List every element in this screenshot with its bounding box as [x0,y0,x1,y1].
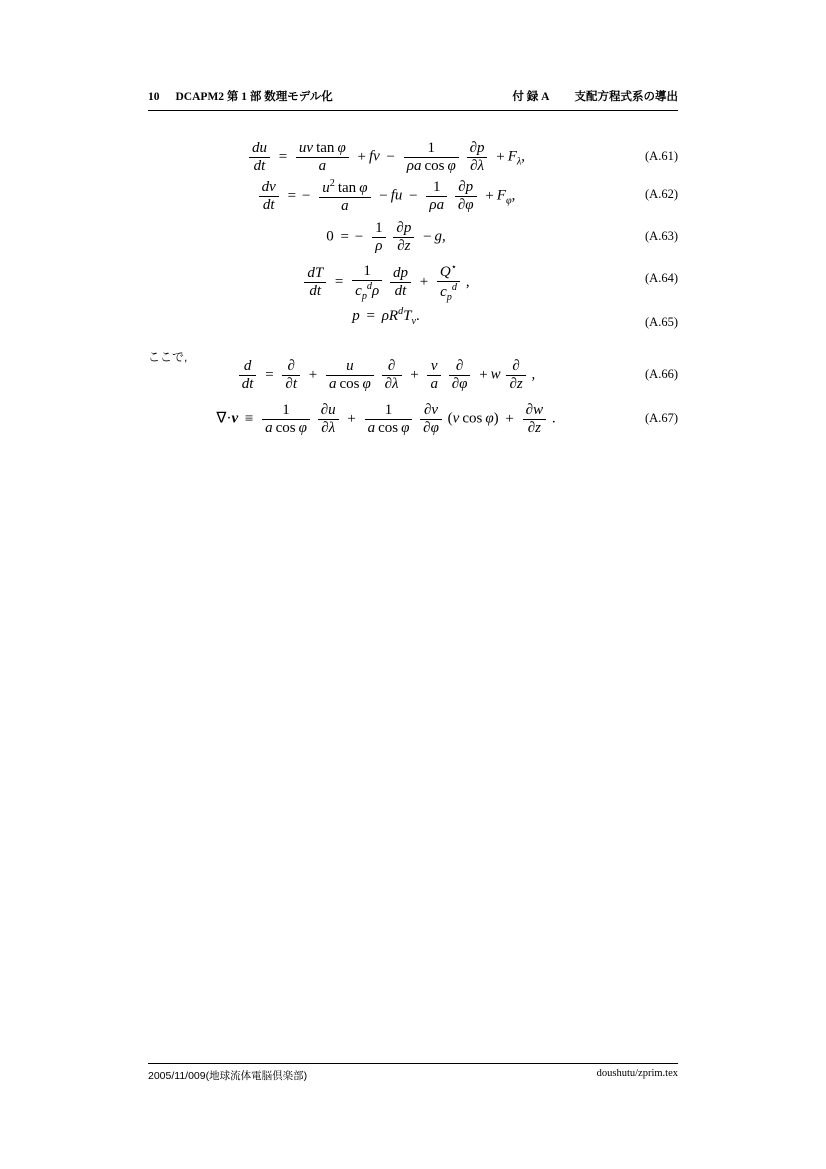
equation-tag: (A.67) [645,411,678,425]
equation-row [148,140,678,178]
equation-row [148,220,678,262]
page-number: 10 [148,91,160,103]
equation-body-a63: 0 = − $\frac{1}{\rho}$ $\frac{\partial p}{\partial z}$ − g, [326,220,446,254]
equation-body-a62: $\frac{dv}{dt}$ = − $\frac{u^2 \tan \varphi}{a}$ − fu − $\frac{1}{\rho a}$ $\frac{\partial p}{\partial\varphi}$ + $F_\varphi$, [148,178,624,215]
running-head-title: DCAPM2 第 1 部 数理モデル化 [175,91,333,103]
appendix-label: 付 録 A [512,91,549,103]
equation-body-a66: $\frac{d}{dt}$ = $\frac{\partial}{\partial t}$ + $\frac{u}{\text{a cos φ}}$ $\frac{\partial}{\partial\lambda}$ + $\frac{v}{a}$ $\frac{\partial}{\partial\varphi}$ + w $\frac{\partial}{\partial z}$ , [148,358,624,393]
running-head-right [512,88,678,104]
equation-row [148,358,678,402]
equation-body-a67: ∇·v ≡ $\frac{1}{\text{a cos φ}}$ $\frac{\partial u}{\partial\lambda}$ + $\frac{1}{\text{a cos φ}}$ $\frac{\partial v}{\partial\varphi}$ (v cos φ) + $\frac{\partial w}{\partial z}$ . [216,402,556,436]
equation-body-a65: $p = \rho R^dT_v$. [352,306,420,327]
equation-tag: (A.66) [645,367,678,381]
equation-group-governing [148,140,678,340]
equation-row [148,178,678,220]
equation-row [148,402,678,446]
equation-tag: (A.63) [645,229,678,243]
footer-left: 2005/11/009(地球流体電脳倶楽部) [148,1070,308,1082]
footer-rule [148,1063,678,1064]
interstitial-text: ここで, [148,350,188,364]
equation-tag: (A.64) [645,271,678,285]
appendix-title: 支配方程式系の導出 [574,91,678,103]
equation-group-operators [148,358,678,446]
equation-tag: (A.65) [645,315,678,329]
equation-tag: (A.62) [645,187,678,201]
running-head [148,88,678,108]
running-head-left [148,88,333,104]
equation-row [148,262,678,306]
equation-row [148,306,678,340]
equation-body-a64: $\frac{dT}{dt}$ = $\frac{1}{c_p^d\rho}$ $\frac{dp}{dt}$ + $\frac{Q^⋆}{c_p^d}$ , [148,262,624,303]
footer-right: doushutu/zprim.tex [596,1068,678,1079]
equation-tag: (A.61) [645,149,678,163]
header-rule [148,110,678,111]
equation-body-a61: $\frac{du}{dt}$ = $\frac{\text{uv tan φ}}{a}$ + fv − $\frac{1}{\text{ρa cos φ}}$ $\frac{\partial p}{\partial\lambda}$ + $F_\lambda$, [148,140,624,175]
